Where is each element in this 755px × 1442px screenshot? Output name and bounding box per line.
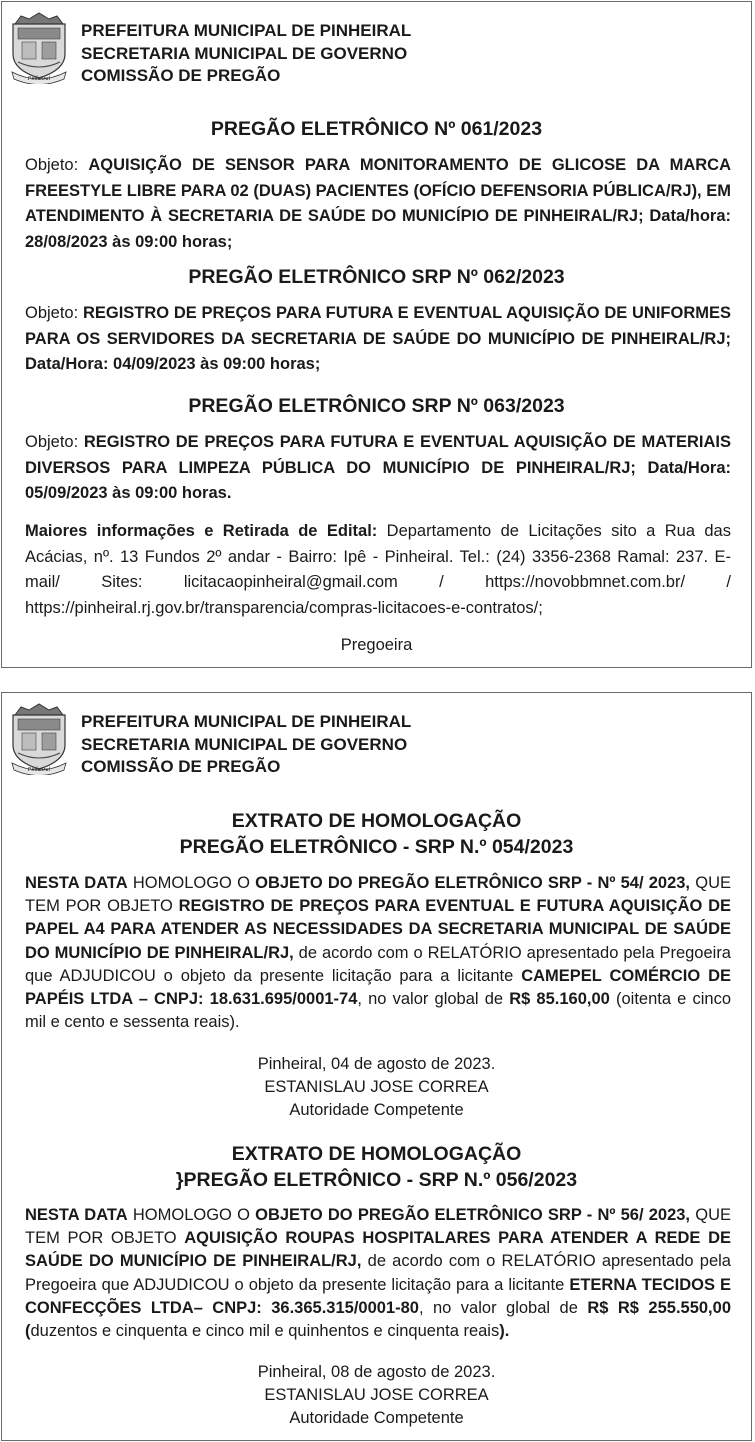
- signer-role-056: Autoridade Competente: [289, 1409, 464, 1427]
- notice-box-homologacao: [1, 692, 752, 1441]
- notice-box-pregao: [1, 1, 752, 668]
- signer-role-054: Autoridade Competente: [289, 1101, 464, 1119]
- svg-text:Pinheiral: Pinheiral: [27, 76, 51, 82]
- header-line-prefeitura: PREFEITURA MUNICIPAL DE PINHEIRAL: [81, 21, 412, 40]
- paragraph-pregao-063: Objeto: REGISTRO DE PREÇOS PARA FUTURA E EVENTUAL AQUISIÇÃO DE MATERIAIS DIVERSOS PARA LIMPEZA PÚBLICA DO MUNICÍPIO DE PINHEIRAL/RJ; Data/Hora: 05/09/2023 às 09:00 horas.: [25, 433, 731, 502]
- paragraph-more-info: Maiores informações e Retirada de Edital: Departamento de Licitações sito a Rua das Acácias, nº. 13 Fundos 2º andar - Bairro: Ipê - Pinheiral. Tel.: (24) 3356-2368 Ramal: 237. E-mail/ Sites: licitacaopinheiral@gmail.com / https://novobbmnet.com.br/ / https://pinheiral.rj.gov.br/transparencia/compras-licitacoes-e-contratos/;: [25, 522, 731, 617]
- header-line-prefeitura: PREFEITURA MUNICIPAL DE PINHEIRAL: [81, 712, 412, 731]
- subtitle-pregao-054: PREGÃO ELETRÔNICO - SRP N.º 054/2023: [179, 836, 574, 858]
- coat-of-arms-icon: [9, 699, 69, 775]
- header-lines: [81, 20, 411, 88]
- header-line-secretaria: SECRETARIA MUNICIPAL DE GOVERNO: [81, 734, 408, 754]
- title-extrato-054: EXTRATO DE HOMOLOGAÇÃO: [231, 810, 522, 832]
- signer-name-056: ESTANISLAU JOSE CORREA: [264, 1386, 489, 1404]
- signature-pregoeira: Pregoeira: [340, 636, 413, 654]
- signature-block-054: [2, 1053, 751, 1122]
- date-place-056: Pinheiral, 08 de agosto de 2023.: [257, 1363, 496, 1381]
- title-pregao-061: PREGÃO ELETRÔNICO Nº 061/2023: [210, 118, 543, 140]
- title-pregao-062: PREGÃO ELETRÔNICO SRP Nº 062/2023: [188, 266, 565, 288]
- paragraph-pregao-062: Objeto: REGISTRO DE PREÇOS PARA FUTURA E EVENTUAL AQUISIÇÃO DE UNIFORMES PARA OS SERVIDORES DA SECRETARIA DE SAÚDE DO MUNICÍPIO DE PINHEIRAL/RJ; Data/Hora: 04/09/2023 às 09:00 horas;: [25, 304, 731, 373]
- paragraph-homologacao-054: NESTA DATA HOMOLOGO O OBJETO DO PREGÃO ELETRÔNICO SRP - Nº 54/ 2023, QUE TEM POR OBJETO REGISTRO DE PREÇOS PARA EVENTUAL E FUTURA AQUISIÇÃO DE PAPEL A4 PARA ATENDER AS NECESSIDADES DA SECRETARIA MUNICIPAL DE SAÚDE DO MUNICÍPIO DE PINHEIRAL/RJ, de acordo com o RELATÓRIO apresentado pela Pregoeira que ADJUDICOU o objeto da presente licitação para a licitante CAMEPEL COMÉRCIO DE PAPÉIS LTDA – CNPJ: 18.631.695/0001-74, no valor global de R$ 85.160,00 (oitenta e cinco mil e cento e sessenta reais).: [25, 874, 732, 1032]
- date-place-054: Pinheiral, 04 de agosto de 2023.: [257, 1055, 496, 1073]
- signature-block-056: [2, 1361, 751, 1430]
- svg-text:Pinheiral: Pinheiral: [27, 767, 51, 773]
- title-extrato-056: EXTRATO DE HOMOLOGAÇÃO: [231, 1143, 522, 1165]
- title-pregao-063: PREGÃO ELETRÔNICO SRP Nº 063/2023: [188, 395, 565, 417]
- signer-name-054: ESTANISLAU JOSE CORREA: [264, 1078, 489, 1096]
- header-line-secretaria: SECRETARIA MUNICIPAL DE GOVERNO: [81, 43, 408, 63]
- coat-of-arms-icon: [9, 8, 69, 84]
- paragraph-pregao-061: Objeto: AQUISIÇÃO DE SENSOR PARA MONITORAMENTO DE GLICOSE DA MARCA FREESTYLE LIBRE PARA 02 (DUAS) PACIENTES (OFÍCIO DEFENSORIA PÚBLICA/RJ), EM ATENDIMENTO À SECRETARIA DE SAÚDE DO MUNICÍPIO DE PINHEIRAL/RJ; Data/hora: 28/08/2023 às 09:00 horas;: [25, 156, 731, 251]
- header-line-comissao: COMISSÃO DE PREGÃO: [81, 757, 281, 776]
- subtitle-pregao-056: }PREGÃO ELETRÔNICO - SRP N.º 056/2023: [175, 1169, 578, 1191]
- paragraph-homologacao-056: NESTA DATA HOMOLOGO O OBJETO DO PREGÃO ELETRÔNICO SRP - Nº 56/ 2023, QUE TEM POR OBJETO AQUISIÇÃO ROUPAS HOSPITALARES PARA ATENDER A REDE DE SAÚDE DO MUNICÍPIO DE PINHEIRAL/RJ, de acordo com o RELATÓRIO apresentado pela Pregoeira que ADJUDICOU o objeto da presente licitação para a licitante ETERNA TECIDOS E CONFECÇÕES LTDA– CNPJ: 36.365.315/0001-80, no valor global de R$ R$ 255.550,00 (duzentos e cinquenta e cinco mil e quinhentos e cinquenta reais).: [25, 1206, 731, 1341]
- header-lines: [81, 711, 411, 779]
- header-line-comissao: COMISSÃO DE PREGÃO: [81, 66, 281, 85]
